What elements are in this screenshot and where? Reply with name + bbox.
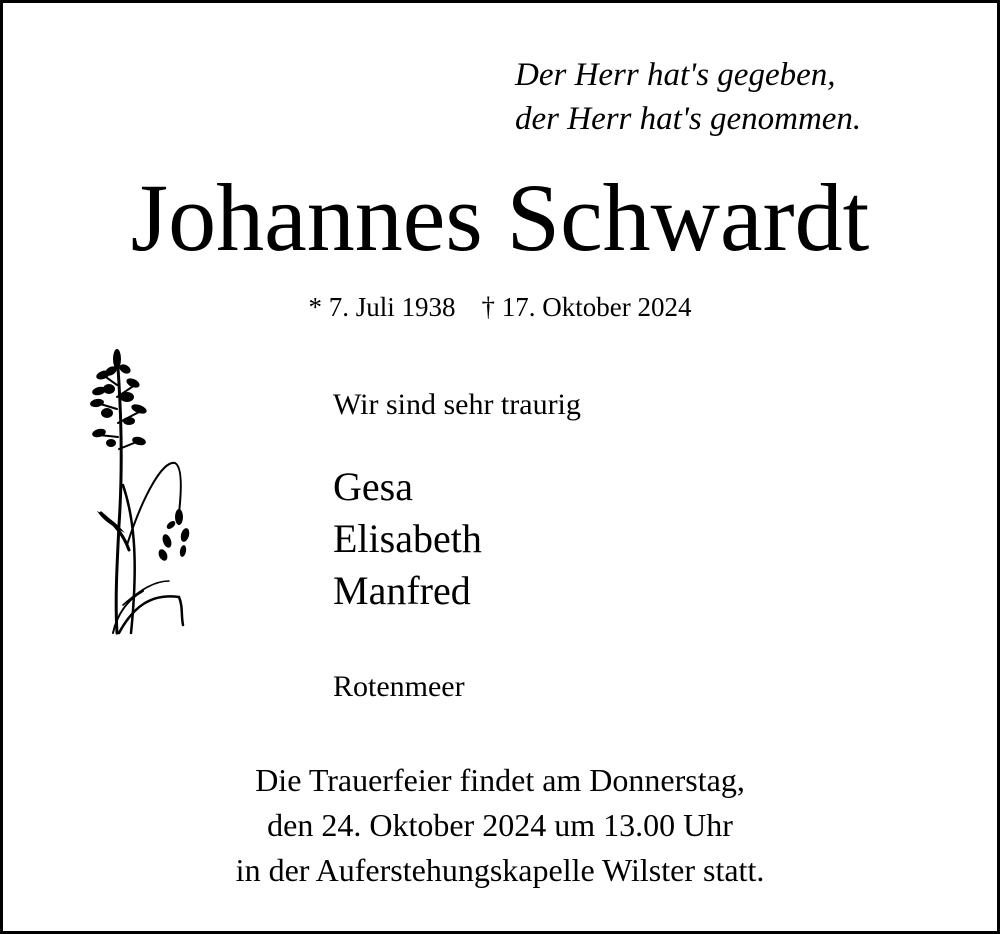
bible-quote <box>515 53 861 141</box>
quote-line-2: der Herr hat's genommen. <box>515 101 862 137</box>
mourner-place: Rotenmeer <box>333 670 465 703</box>
mourner-name: Gesa <box>333 464 413 509</box>
service-line-1: Die Trauerfeier findet am Donnerstag, <box>255 762 745 798</box>
mourner-name: Elisabeth <box>333 516 482 561</box>
deceased-name: Johannes Schwardt <box>130 164 870 271</box>
mourner-name: Manfred <box>333 568 471 613</box>
grass-stalk-illustration <box>83 345 193 637</box>
mourner-names <box>333 461 482 617</box>
life-dates <box>3 289 997 325</box>
death-date: † 17. Oktober 2024 <box>481 292 692 322</box>
service-line-3: in der Auferstehungskapelle Wilster statt. <box>235 852 765 888</box>
funeral-service-notice <box>3 758 997 893</box>
service-line-2: den 24. Oktober 2024 um 13.00 Uhr <box>267 807 733 843</box>
quote-line-1: Der Herr hat's gegeben, <box>515 57 836 93</box>
condolence-line: Wir sind sehr traurig <box>333 388 581 421</box>
birth-date: * 7. Juli 1938 <box>308 292 456 322</box>
